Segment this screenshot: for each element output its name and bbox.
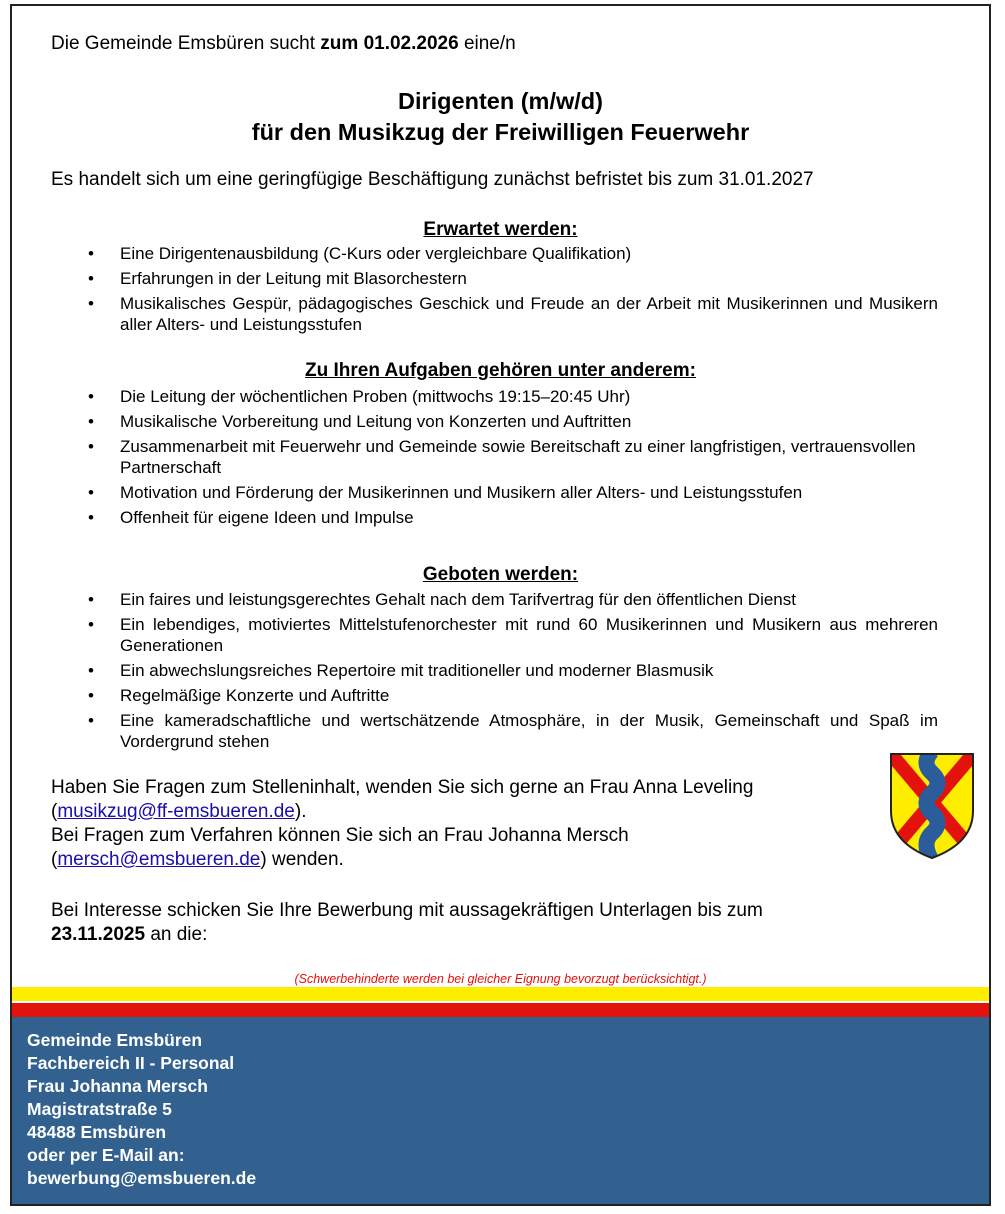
contact-email-2-suffix: ) wenden. <box>260 849 344 870</box>
section-heading-expected: Erwartet werden: <box>423 219 578 240</box>
tasks-list <box>12 386 989 532</box>
email-link-mersch[interactable]: mersch@emsbueren.de <box>57 849 261 870</box>
email-link-musikzug[interactable]: musikzug@ff-emsbueren.de <box>57 801 295 822</box>
address-line: Fachbereich II - Personal <box>27 1053 235 1073</box>
list-item: • Ein abwechslungsreiches Repertoire mit traditioneller und moderner Blasmusik <box>12 660 989 681</box>
address-line: 48488 Emsbüren <box>27 1122 167 1142</box>
address-line: Frau Johanna Mersch <box>27 1076 208 1096</box>
section-heading-tasks: Zu Ihren Aufgaben gehören unter anderem: <box>305 360 696 381</box>
intro-line <box>51 33 516 55</box>
yellow-stripe <box>12 987 989 1001</box>
address-line: Gemeinde Emsbüren <box>27 1030 203 1050</box>
address-lines <box>27 1029 256 1190</box>
list-item: • Offenheit für eigene Ideen und Impulse <box>12 507 989 528</box>
contact-email-1-line: (musikzug@ff-emsbueren.de). <box>51 801 307 822</box>
list-item: • Musikalische Vorbereitung und Leitung von Konzerten und Auftritten <box>12 411 989 432</box>
list-item: • Die Leitung der wöchentlichen Proben (mittwochs 19:15–20:45 Uhr) <box>12 386 989 407</box>
job-subtitle: für den Musikzug der Freiwilligen Feuerwehr <box>251 119 750 145</box>
application-email[interactable]: bewerbung@emsbueren.de <box>27 1168 257 1188</box>
contact-question-1: Haben Sie Fragen zum Stelleninhalt, wenden Sie sich gerne an Frau Anna Leveling <box>51 777 754 798</box>
application-suffix: an die: <box>145 924 208 945</box>
list-item: • Erfahrungen in der Leitung mit Blasorchestern <box>12 268 989 289</box>
contact-block <box>51 776 753 872</box>
application-deadline: 23.11.2025 <box>51 924 146 945</box>
intro-start-date: zum 01.02.2026 <box>320 33 459 54</box>
intro-suffix: eine/n <box>458 33 516 54</box>
offered-list <box>12 589 989 756</box>
expected-list <box>12 243 989 339</box>
address-line: Magistratstraße 5 <box>27 1099 172 1119</box>
employment-type: Es handelt sich um eine geringfügige Beschäftigung zunächst befristet bis zum 31.01.2027 <box>51 169 814 190</box>
contact-email-2-line: (mersch@emsbueren.de) wenden. <box>51 849 344 870</box>
red-stripe <box>12 1003 989 1017</box>
job-title: Dirigenten (m/w/d) <box>398 88 603 114</box>
list-item: • Eine Dirigentenausbildung (C-Kurs oder vergleichbare Qualifikation) <box>12 243 989 264</box>
section-heading-offered: Geboten werden: <box>422 564 579 585</box>
application-block <box>51 899 763 947</box>
list-item: • Regelmäßige Konzerte und Auftritte <box>12 685 989 706</box>
list-item: • Ein lebendiges, motiviertes Mittelstufenorchester mit rund 60 Musikerinnen und Musikern aus mehreren Generationen <box>12 614 989 656</box>
intro-prefix: Die Gemeinde Emsbüren sucht <box>51 33 321 54</box>
application-deadline-line <box>51 923 763 947</box>
emsbueren-coat-of-arms-icon <box>887 751 977 861</box>
application-text: Bei Interesse schicken Sie Ihre Bewerbung mit aussagekräftigen Unterlagen bis zum <box>51 900 763 921</box>
list-item: • Ein faires und leistungsgerechtes Gehalt nach dem Tarifvertrag für den öffentlichen Dienst <box>12 589 989 610</box>
list-item: • Motivation und Förderung der Musikerinnen und Musikern aller Alters- und Leistungsstufen <box>12 482 989 503</box>
address-footer <box>12 1017 989 1204</box>
address-line: oder per E-Mail an: <box>27 1145 185 1165</box>
list-item: • Eine kameradschaftliche und wertschätzende Atmosphäre, in der Musik, Gemeinschaft und Spaß im Vordergrund stehen <box>12 710 989 752</box>
list-item: • Zusammenarbeit mit Feuerwehr und Gemeinde sowie Bereitschaft zu einer langfristigen, vertrauensvollen Partnerschaft <box>12 436 989 478</box>
job-posting-page <box>10 4 991 1206</box>
list-item: • Musikalisches Gespür, pädagogisches Geschick und Freude an der Arbeit mit Musikerinnen und Musikern aller Alters- und Leistungsstufen <box>12 293 989 335</box>
contact-question-2: Bei Fragen zum Verfahren können Sie sich an Frau Johanna Mersch <box>51 825 629 846</box>
disability-note: (Schwerbehinderte werden bei gleicher Eignung bevorzugt berücksichtigt.) <box>294 972 707 986</box>
